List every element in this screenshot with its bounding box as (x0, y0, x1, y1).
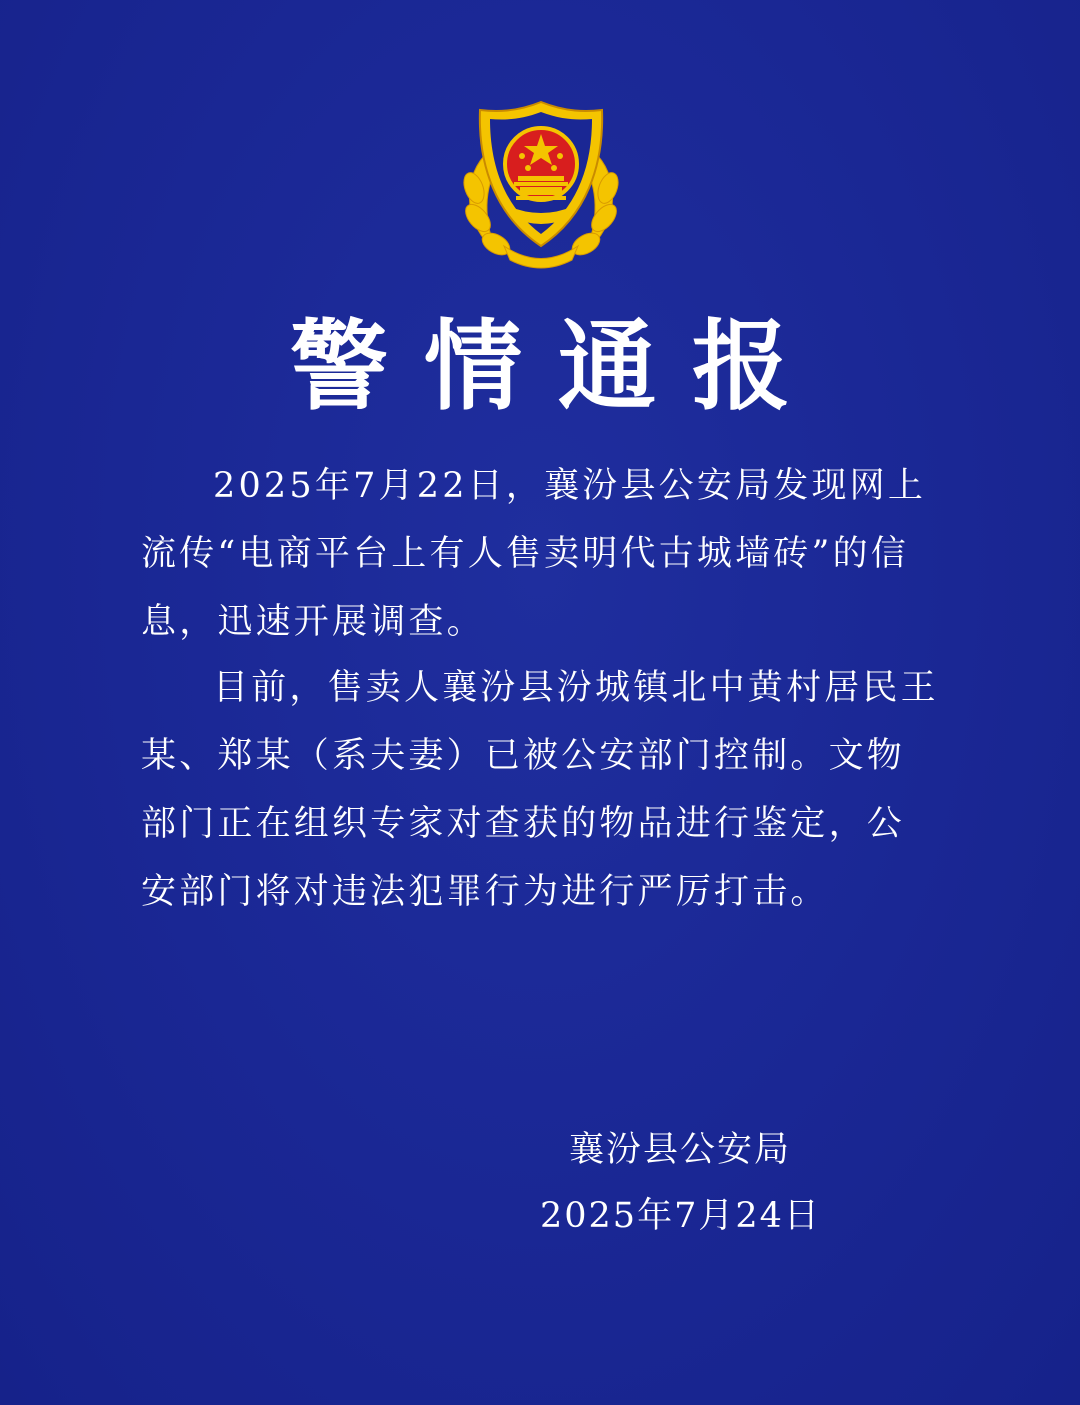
notice-paragraph-1: 2025年7月22日，襄汾县公安局发现网上流传“电商平台上有人售卖明代古城墙砖”的信息，迅速开展调查。 (141, 466, 927, 642)
signature-date: 2025年7月24日 (540, 1196, 821, 1236)
notice-paragraph-2: 目前，售卖人襄汾县汾城镇北中黄村居民王某、郑某（系夫妻）已被公安部门控制。文物部门正在组织专家对查获的物品进行鉴定，公安部门将对违法犯罪行为进行严厉打击。 (141, 668, 939, 912)
police-emblem-icon (456, 96, 626, 271)
notice-title: 警情通报 (289, 309, 826, 424)
signature-organization: 襄汾县公安局 (568, 1130, 791, 1170)
